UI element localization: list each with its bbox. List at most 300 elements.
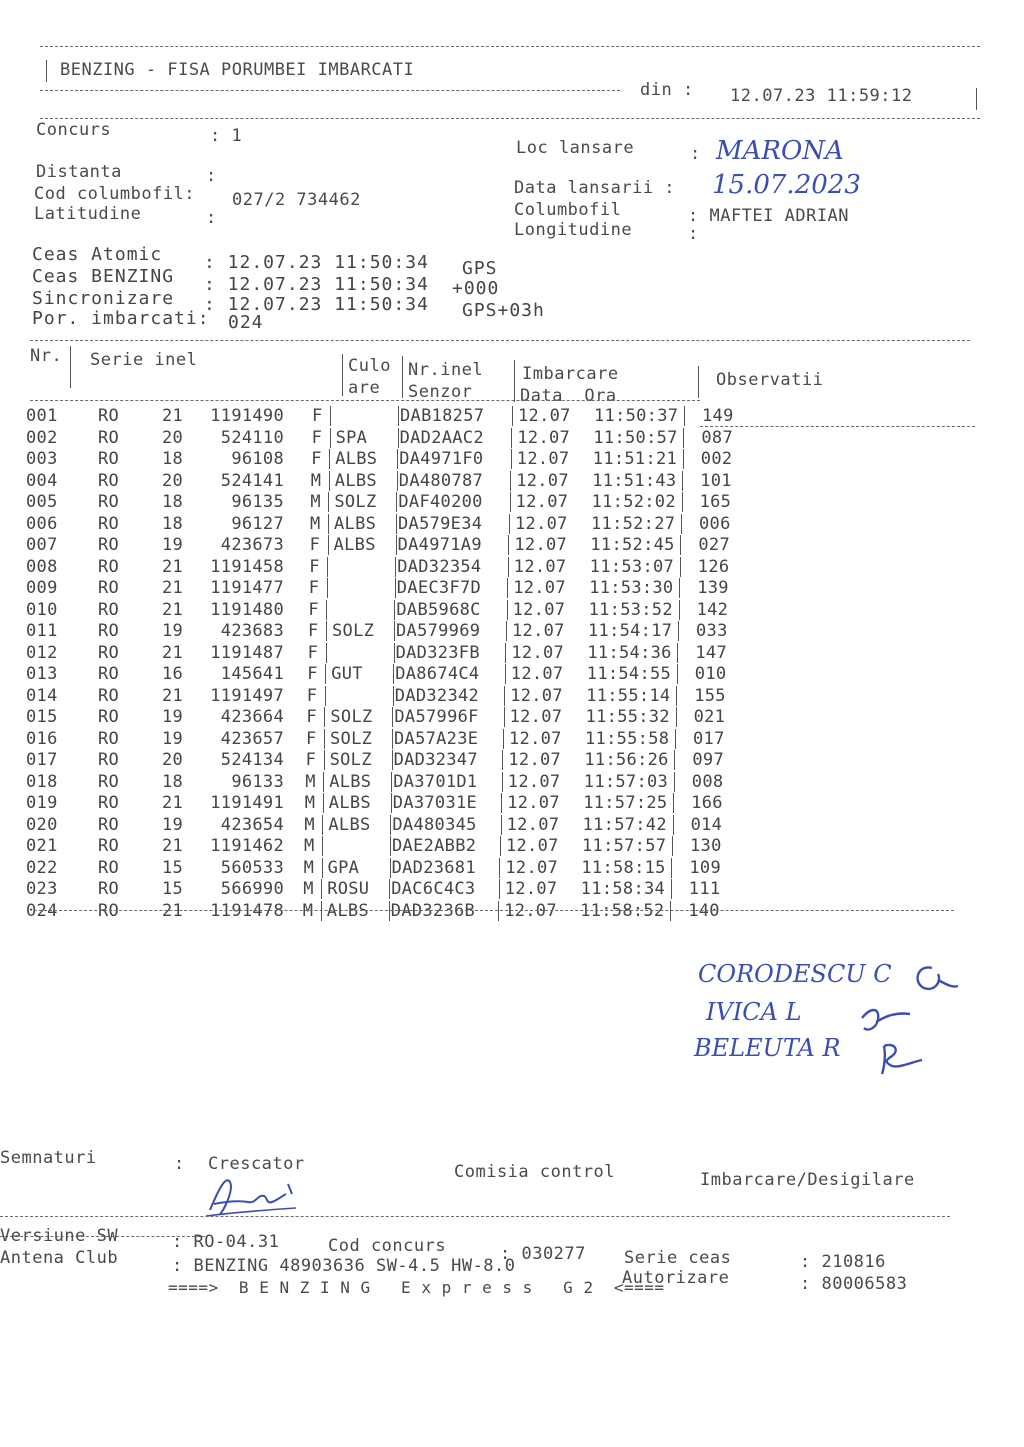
cell-inel: 96108 <box>231 449 284 469</box>
cod-concurs-label: Cod concurs <box>328 1236 447 1256</box>
cell-nr: 022 <box>26 857 58 878</box>
row-separator <box>330 406 331 426</box>
table-row <box>0 750 1024 770</box>
cell-nr: 004 <box>26 470 58 491</box>
cell-tara: RO <box>98 642 120 663</box>
cell-tara: RO <box>98 771 120 792</box>
cell-nr: 005 <box>26 492 58 512</box>
row-separator <box>324 707 325 727</box>
cell-senzor: DA3701D1 <box>393 771 478 792</box>
table-row <box>0 449 1024 469</box>
versiune-sw-value: : RO-04.31 <box>172 1232 280 1252</box>
table-top-dash <box>30 340 970 341</box>
row-separator <box>680 557 681 577</box>
cell-inel: 1191487 <box>210 642 284 663</box>
cell-an: 21 <box>162 685 184 706</box>
cell-tara: RO <box>98 621 120 641</box>
cell-ora: 11:58:15 <box>581 857 666 878</box>
cell-culoare: ALBS <box>328 814 371 835</box>
cell-tara: RO <box>98 492 120 512</box>
cell-inel: 1191497 <box>210 685 284 706</box>
ceas-atomic-suffix: GPS <box>462 258 498 279</box>
cell-an: 21 <box>162 578 184 598</box>
cell-sex: M <box>303 857 315 878</box>
cell-data: 12.07 <box>512 621 565 641</box>
title-right-bar <box>976 88 977 110</box>
cell-senzor: DA4971A9 <box>397 535 482 555</box>
cell-observatii: 008 <box>691 771 724 792</box>
cell-sex: F <box>306 707 317 727</box>
cell-culoare: ROSU <box>327 879 370 899</box>
porumbei-imbarcati-label: Por. imbarcati: <box>32 308 210 329</box>
cell-ora: 11:51:21 <box>592 449 678 469</box>
ceas-benzing-value: : 12.07.23 11:50:34 <box>204 274 429 295</box>
row-separator <box>396 514 397 534</box>
cell-an: 21 <box>162 406 184 426</box>
cell-observatii: 006 <box>699 513 731 534</box>
ceas-atomic-value: : 12.07.23 11:50:34 <box>204 252 429 273</box>
cell-senzor: DAD32342 <box>394 685 480 706</box>
cell-observatii: 014 <box>690 814 723 835</box>
cell-data: 12.07 <box>509 728 562 749</box>
row-separator <box>394 621 395 641</box>
cell-nr: 006 <box>26 513 58 534</box>
cell-inel: 1191478 <box>210 900 284 921</box>
cell-culoare: SOLZ <box>329 750 372 770</box>
cell-senzor: DAD3236B <box>390 900 476 921</box>
cell-ora: 11:54:55 <box>586 664 672 684</box>
cell-ora: 11:57:42 <box>582 814 667 835</box>
row-separator <box>506 621 507 641</box>
row-separator <box>395 578 396 598</box>
cell-an: 18 <box>162 492 184 512</box>
cell-sex: F <box>308 599 319 620</box>
cell-nr: 013 <box>26 664 58 684</box>
cell-tara: RO <box>98 836 120 856</box>
cell-senzor: DAD2AAC2 <box>399 427 484 448</box>
cell-sex: F <box>306 685 318 706</box>
cell-nr: 014 <box>26 685 58 706</box>
cell-sex: F <box>311 449 322 469</box>
cell-tara: RO <box>98 685 120 706</box>
cell-an: 16 <box>162 664 184 684</box>
cell-ora: 11:53:07 <box>589 556 675 577</box>
concurs-label: Concurs <box>36 120 112 140</box>
col-sep-serie <box>342 354 343 396</box>
cell-tara: RO <box>98 556 120 577</box>
cell-sex: F <box>307 664 318 684</box>
cell-tara: RO <box>98 879 120 899</box>
cell-senzor: DA480787 <box>398 470 484 491</box>
cell-culoare: ALBS <box>326 900 369 921</box>
cell-inel: 1191491 <box>210 793 284 813</box>
table-header-dash <box>30 400 700 401</box>
row-separator <box>509 514 510 534</box>
row-separator <box>390 815 391 835</box>
cell-data: 12.07 <box>509 707 563 727</box>
cell-senzor: DA8674C4 <box>395 664 480 684</box>
cell-inel: 96133 <box>231 771 284 792</box>
row-separator <box>501 793 502 813</box>
ceas-benzing-suffix: +000 <box>452 278 500 299</box>
row-separator <box>511 428 512 448</box>
table-row <box>0 686 1024 706</box>
row-separator <box>398 428 399 448</box>
cell-tara: RO <box>98 793 120 813</box>
cell-observatii: 010 <box>694 664 727 684</box>
data-lansarii-handwritten: 15.07.2023 <box>712 170 861 200</box>
top-dash-line <box>40 46 980 47</box>
cell-culoare: SPA <box>335 427 368 448</box>
row-separator <box>671 858 672 878</box>
row-separator <box>677 643 678 663</box>
cell-senzor: DAC6C4C3 <box>391 879 476 899</box>
cell-an: 20 <box>162 427 184 448</box>
sincronizare-suffix: GPS+03h <box>462 300 545 321</box>
cell-inel: 423683 <box>220 621 284 641</box>
cell-an: 21 <box>162 642 184 663</box>
cell-observatii: 021 <box>693 707 726 727</box>
table-row <box>0 643 1024 663</box>
col-sep-nrinel <box>514 360 515 402</box>
cell-culoare: SOLZ <box>330 707 373 727</box>
cell-an: 19 <box>162 707 184 727</box>
cell-data: 12.07 <box>507 771 561 792</box>
row-separator <box>683 428 684 448</box>
cell-senzor: DA37031E <box>392 793 478 813</box>
cell-data: 12.07 <box>506 836 559 856</box>
col-sep-imbarcare <box>698 366 699 398</box>
cell-nr: 001 <box>26 406 58 426</box>
cell-observatii: 017 <box>693 728 725 749</box>
cell-inel: 1191490 <box>210 406 284 426</box>
cell-nr: 015 <box>26 707 58 727</box>
row-separator <box>674 772 675 792</box>
cell-ora: 11:50:57 <box>593 427 678 448</box>
cod-columbofil-value: 027/2 734462 <box>232 190 361 210</box>
semnaturi-colon: : <box>174 1154 185 1174</box>
row-separator <box>676 686 677 706</box>
cell-sex: M <box>310 492 321 512</box>
cell-observatii: 165 <box>699 492 732 512</box>
row-separator <box>677 664 678 684</box>
col-header-culoare-1: Culo <box>348 356 391 376</box>
cell-senzor: DAD23681 <box>391 857 476 878</box>
cell-culoare: ALBS <box>333 535 376 555</box>
cell-nr: 009 <box>26 578 58 598</box>
cell-senzor: DA57A23E <box>394 728 479 749</box>
cell-senzor: DAF40200 <box>398 492 483 512</box>
cell-culoare: SOLZ <box>334 492 377 512</box>
cell-data: 12.07 <box>513 578 566 598</box>
cell-sex: M <box>302 900 314 921</box>
table-row <box>0 557 1024 577</box>
row-separator <box>507 600 508 620</box>
cell-sex: M <box>304 814 315 835</box>
cell-sex: M <box>310 513 321 534</box>
distanta-value: : <box>206 166 217 186</box>
cell-nr: 007 <box>26 535 58 555</box>
row-separator <box>396 535 397 555</box>
cell-ora: 11:56:26 <box>584 750 669 770</box>
porumbei-imbarcati-value: 024 <box>228 312 264 333</box>
row-separator <box>326 621 327 641</box>
table-row <box>0 471 1024 491</box>
row-separator <box>397 449 398 469</box>
cell-an: 21 <box>162 836 184 856</box>
cell-observatii: 140 <box>688 900 720 921</box>
row-separator <box>391 772 392 792</box>
serie-ceas-value: : 210816 <box>800 1252 886 1272</box>
cell-an: 20 <box>162 470 184 491</box>
cell-tara: RO <box>98 728 120 749</box>
row-separator <box>321 879 322 899</box>
row-separator <box>322 836 323 856</box>
longitudine-value: : <box>688 224 699 244</box>
loc-lansare-label: Loc lansare <box>516 138 635 158</box>
cell-data: 12.07 <box>508 750 562 770</box>
row-separator <box>322 858 323 878</box>
cell-inel: 524134 <box>220 750 284 770</box>
cell-inel: 1191462 <box>210 836 284 856</box>
cell-ora: 11:55:14 <box>586 685 671 706</box>
row-separator <box>676 707 677 727</box>
table-row <box>0 879 1024 899</box>
row-separator <box>395 557 396 577</box>
cell-ora: 11:50:37 <box>594 406 679 426</box>
cell-observatii: 097 <box>692 750 724 770</box>
cell-ora: 11:57:03 <box>583 771 669 792</box>
row-separator <box>504 707 505 727</box>
cell-sex: M <box>310 470 322 491</box>
cell-observatii: 027 <box>698 535 730 555</box>
row-separator <box>502 772 503 792</box>
cell-senzor: DA57996F <box>394 707 479 727</box>
row-separator <box>679 600 680 620</box>
concurs-value: : 1 <box>210 126 243 146</box>
table-row <box>0 664 1024 684</box>
row-separator <box>328 514 329 534</box>
cell-data: 12.07 <box>507 793 560 813</box>
row-separator <box>502 750 503 770</box>
cell-observatii: 166 <box>691 793 723 813</box>
cell-ora: 11:58:52 <box>580 900 665 921</box>
cell-ora: 11:52:45 <box>590 535 675 555</box>
cell-nr: 019 <box>26 793 58 813</box>
cell-data: 12.07 <box>512 599 566 620</box>
columbofil-value: : MAFTEI ADRIAN <box>688 206 850 226</box>
col-header-nr: Nr. <box>30 346 63 366</box>
cell-nr: 018 <box>26 771 58 792</box>
table-row <box>0 578 1024 598</box>
cell-senzor: DAB5968C <box>396 599 481 620</box>
cell-an: 19 <box>162 728 184 749</box>
title-left-bar <box>46 60 47 82</box>
cell-tara: RO <box>98 470 120 491</box>
sincronizare-label: Sincronizare <box>32 288 175 309</box>
table-row <box>0 858 1024 878</box>
table-row <box>0 514 1024 534</box>
cell-sex: F <box>307 642 319 663</box>
benzing-express-banner: ====> B E N Z I N G E x p r e s s G 2 <==== <box>168 1278 665 1297</box>
table-row <box>0 836 1024 856</box>
table-row <box>0 406 1024 426</box>
cell-tara: RO <box>98 535 120 555</box>
cell-observatii: 142 <box>696 599 729 620</box>
cell-data: 12.07 <box>516 449 570 469</box>
cell-ora: 11:53:52 <box>588 599 673 620</box>
cell-ora: 11:54:36 <box>587 642 672 663</box>
cell-culoare: ALBS <box>335 449 378 469</box>
cell-sex: M <box>305 771 316 792</box>
cell-nr: 023 <box>26 879 58 899</box>
row-separator <box>389 879 390 899</box>
cell-observatii: 033 <box>696 621 728 641</box>
table-row <box>0 772 1024 792</box>
row-separator <box>501 815 502 835</box>
cell-inel: 1191477 <box>210 578 284 598</box>
row-separator <box>505 664 506 684</box>
cell-data: 12.07 <box>516 470 569 491</box>
cell-inel: 524110 <box>220 427 284 448</box>
cell-an: 19 <box>162 814 184 835</box>
sincronizare-value: : 12.07.23 11:50:34 <box>204 294 429 315</box>
crescator-label: Crescator <box>208 1154 305 1174</box>
row-separator <box>675 729 676 749</box>
cell-observatii: 101 <box>700 470 732 491</box>
cell-observatii: 130 <box>690 836 722 856</box>
cell-sex: F <box>311 427 323 448</box>
cell-data: 12.07 <box>513 556 567 577</box>
cell-senzor: DAB18257 <box>400 406 485 426</box>
cell-culoare: SOLZ <box>330 728 373 749</box>
col-sep-culoare <box>402 356 403 398</box>
col-header-imbarcare-2: Data Ora <box>520 386 617 406</box>
row-separator <box>499 879 500 899</box>
table-row <box>0 492 1024 512</box>
cell-inel: 423654 <box>220 814 284 835</box>
row-separator <box>397 471 398 491</box>
cell-culoare: ALBS <box>329 771 372 792</box>
cell-inel: 423664 <box>220 707 284 727</box>
cell-sex: M <box>304 793 316 813</box>
cell-data: 12.07 <box>510 685 563 706</box>
data-lansarii-label: Data lansarii : <box>514 178 676 198</box>
cell-tara: RO <box>98 599 120 620</box>
row-separator <box>394 643 395 663</box>
cod-concurs-value: : 030277 <box>500 1244 586 1264</box>
cell-an: 18 <box>162 449 184 469</box>
cell-inel: 423673 <box>220 535 284 555</box>
cell-observatii: 149 <box>702 406 734 426</box>
autorizare-value: : 80006583 <box>800 1274 908 1294</box>
row-separator <box>398 406 399 426</box>
cell-ora: 11:55:58 <box>585 728 670 749</box>
cell-nr: 011 <box>26 621 58 641</box>
cell-senzor: DAD32347 <box>393 750 478 770</box>
cell-data: 12.07 <box>515 513 568 534</box>
din-timestamp: 12.07.23 11:59:12 <box>730 86 913 106</box>
cell-data: 12.07 <box>515 492 569 512</box>
cell-inel: 96135 <box>231 492 284 512</box>
cell-nr: 008 <box>26 556 58 577</box>
row-separator <box>330 428 331 448</box>
cell-sex: F <box>305 750 317 770</box>
cell-tara: RO <box>98 449 120 469</box>
cell-culoare: ALBS <box>334 470 377 491</box>
cell-culoare: GPA <box>327 857 360 878</box>
row-separator <box>511 449 512 469</box>
cell-data: 12.07 <box>514 535 568 555</box>
row-separator <box>326 643 327 663</box>
cell-sex: F <box>309 556 320 577</box>
row-separator <box>510 471 511 491</box>
cell-nr: 002 <box>26 427 58 448</box>
row-separator <box>327 578 328 598</box>
cell-ora: 11:55:32 <box>585 707 670 727</box>
cell-an: 19 <box>162 621 184 641</box>
ceas-atomic-label: Ceas Atomic <box>32 244 163 265</box>
cell-inel: 96127 <box>231 513 284 534</box>
distanta-label: Distanta <box>36 162 122 182</box>
row-separator <box>682 471 683 491</box>
cell-culoare: ALBS <box>334 513 377 534</box>
row-separator <box>500 836 501 856</box>
commission-member-1: CORODESCU C <box>698 960 892 988</box>
cell-inel: 560533 <box>220 857 284 878</box>
cell-observatii: 111 <box>688 879 721 899</box>
row-separator <box>391 793 392 813</box>
row-separator <box>392 729 393 749</box>
longitudine-label: Longitudine <box>514 220 633 240</box>
loc-lansare-colon: : <box>690 144 701 164</box>
loc-lansare-handwritten: MARONA <box>716 136 844 166</box>
cell-observatii: 109 <box>689 857 721 878</box>
row-separator <box>684 406 685 426</box>
cell-an: 21 <box>162 556 184 577</box>
cell-inel: 1191458 <box>210 556 284 577</box>
commission-signatures-graphic <box>840 950 970 1080</box>
cell-inel: 1191480 <box>210 599 284 620</box>
row-separator <box>681 514 682 534</box>
table-row <box>0 707 1024 727</box>
row-separator <box>510 492 511 512</box>
commission-member-3: BELEUTA R <box>694 1034 841 1062</box>
row-separator <box>680 535 681 555</box>
row-separator <box>324 729 325 749</box>
cell-ora: 11:52:02 <box>591 492 676 512</box>
cell-sex: F <box>309 535 321 555</box>
col-header-serie: Serie inel <box>90 350 198 370</box>
cell-inel: 566990 <box>220 879 284 899</box>
row-separator <box>325 686 326 706</box>
table-row <box>0 729 1024 749</box>
cell-an: 21 <box>162 793 184 813</box>
col-sep-nr <box>70 346 71 388</box>
row-separator <box>329 449 330 469</box>
cod-columbofil-label: Cod columbofil: <box>34 184 196 204</box>
cell-data: 12.07 <box>504 900 557 921</box>
row-separator <box>393 686 394 706</box>
cell-culoare: SOLZ <box>332 621 375 641</box>
cell-nr: 010 <box>26 599 58 620</box>
cell-tara: RO <box>98 406 120 426</box>
cell-an: 15 <box>162 879 184 899</box>
cell-nr: 024 <box>26 900 58 921</box>
table-row <box>0 793 1024 813</box>
cell-an: 18 <box>162 771 184 792</box>
cell-tara: RO <box>98 707 120 727</box>
